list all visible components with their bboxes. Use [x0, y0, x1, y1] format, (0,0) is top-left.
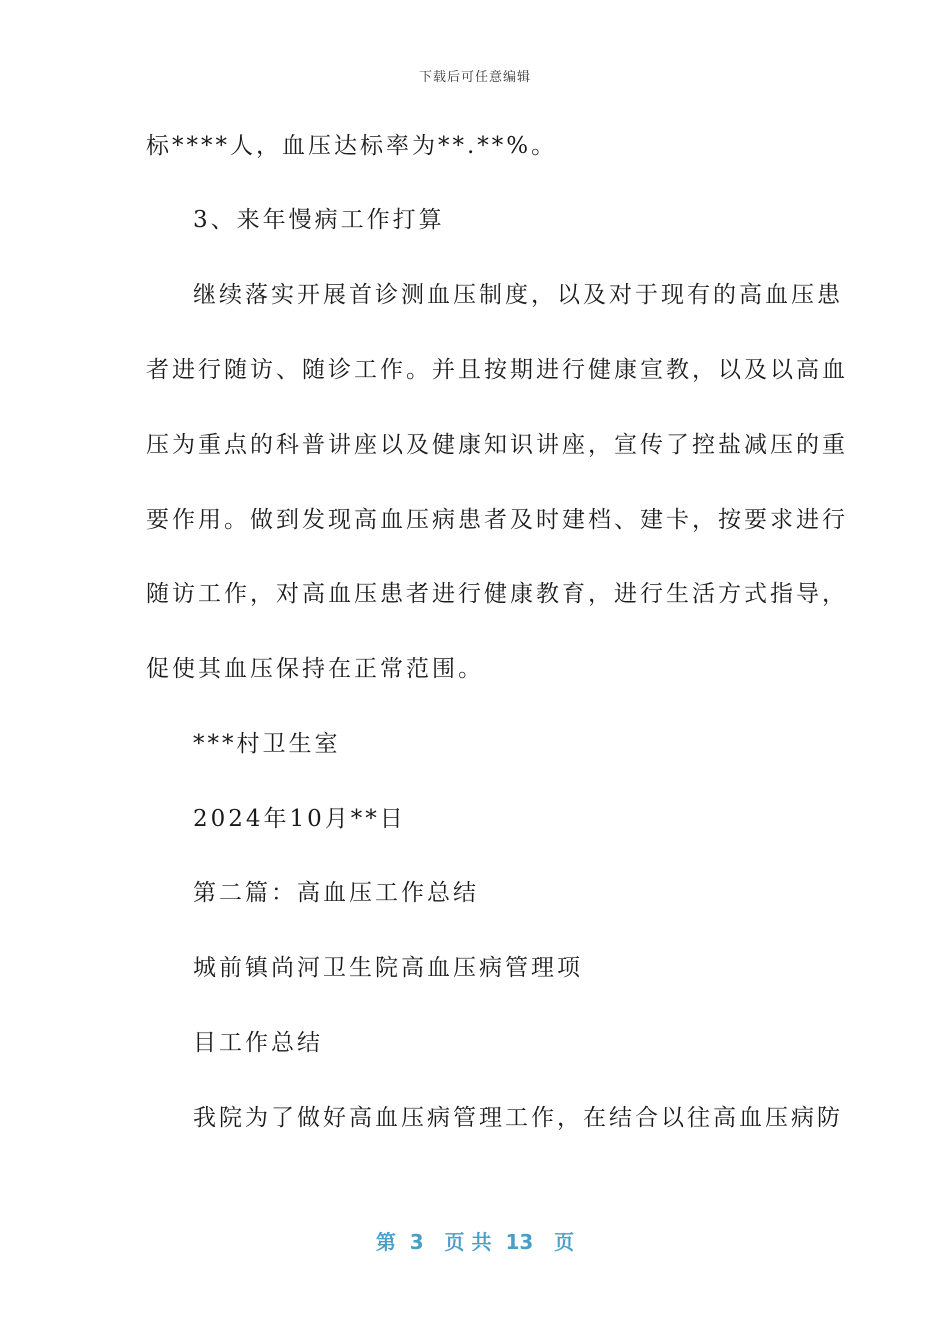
subtitle-line-2: 目工作总结	[193, 1030, 323, 1056]
chapter-title: 第二篇：高血压工作总结	[193, 880, 479, 906]
paragraph-line-3: 压为重点的科普讲座以及健康知识讲座，宣传了控盐减压的重	[146, 432, 848, 458]
paragraph-line-2: 者进行随访、随诊工作。并且按期进行健康宣教，以及以高血	[146, 357, 848, 383]
page-header: 下载后可任意编辑	[418, 70, 531, 85]
paragraph-line-5: 随访工作，对高血压患者进行健康教育，进行生活方式指导，	[146, 581, 848, 607]
signature-org: ***村卫生室	[193, 731, 341, 757]
signature-date: 2024年10月**日	[193, 806, 406, 832]
paragraph-start: 我院为了做好高血压病管理工作，在结合以往高血压病防	[193, 1105, 843, 1131]
subtitle-line-1: 城前镇尚河卫生院高血压病管理项	[193, 955, 583, 981]
paragraph-line-4: 要作用。做到发现高血压病患者及时建档、建卡，按要求进行	[146, 507, 848, 533]
body-line-1: 标****人，血压达标率为**.**%。	[146, 133, 558, 159]
page-footer: 第 3 页 共 13 页	[375, 1230, 575, 1254]
paragraph-line-6: 促使其血压保持在正常范围。	[146, 656, 484, 682]
paragraph-line-1: 继续落实开展首诊测血压制度，以及对于现有的高血压患	[193, 282, 843, 308]
section-heading: 3、来年慢病工作打算	[193, 207, 445, 233]
